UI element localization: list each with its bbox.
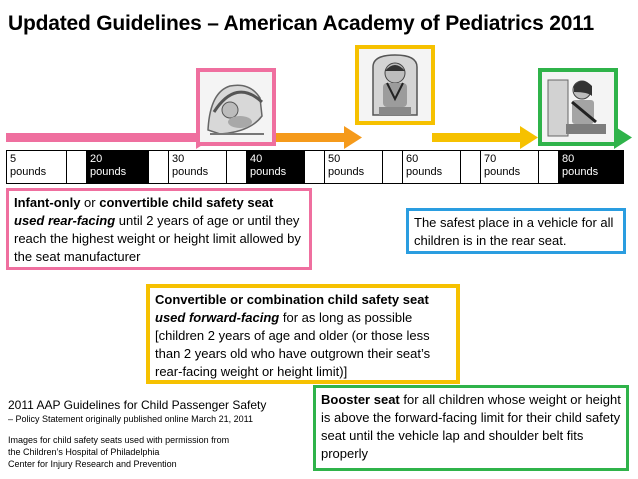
booster-seat-frame <box>538 68 618 146</box>
weight-unit: pounds <box>328 166 365 178</box>
weight-unit: pounds <box>172 166 209 178</box>
weight-spacer <box>227 151 247 183</box>
booster-description: for all children whose weight or height is above the forward-facing limit for their child safety seat until the vehicle lap and shoulder belt fits properly <box>321 392 621 461</box>
weight-cell-5 <box>7 151 67 183</box>
forward-facing-emphasis: used forward-facing <box>155 310 280 325</box>
weight-cell-70 <box>481 151 539 183</box>
rear-type: convertible child safety seat <box>99 195 274 210</box>
rear-description: until 2 years of age or until they reach the highest weight or height limit allowed by the seat manufacturer <box>14 213 301 264</box>
weight-unit: pounds <box>10 166 47 178</box>
credits <box>8 398 308 470</box>
booster-seat-box <box>313 385 629 471</box>
safest-place-box <box>406 208 626 254</box>
credits-policy: – Policy Statement originally published online March 21, 2011 <box>8 414 253 424</box>
forward-facing-box <box>146 284 460 384</box>
infant-seat-frame <box>196 68 276 146</box>
weight-value: 60 <box>406 153 419 165</box>
weight-unit: pounds <box>484 166 521 178</box>
weight-value: 70 <box>484 153 497 165</box>
weight-value: 40 <box>250 153 263 165</box>
weight-value: 30 <box>172 153 185 165</box>
pink-arrow-shaft <box>6 133 196 142</box>
weight-unit: pounds <box>406 166 443 178</box>
infant-seat-photo-icon <box>200 72 272 142</box>
orange-arrow-shaft <box>274 133 344 142</box>
page-title: Updated Guidelines – American Academy of Pediatrics 2011 <box>8 12 594 35</box>
credits-images-line2: the Children’s Hospital of Philadelphia <box>8 447 160 457</box>
weight-value: 80 <box>562 153 575 165</box>
weight-cell-50 <box>325 151 383 183</box>
weight-value: 50 <box>328 153 341 165</box>
yellow-arrow-shaft <box>432 133 520 142</box>
weight-spacer <box>149 151 169 183</box>
rear-facing-emphasis: used rear-facing <box>14 213 116 228</box>
convertible-seat-frame <box>355 45 435 125</box>
booster-type: Booster seat <box>321 392 400 407</box>
rear-or: or <box>80 195 100 210</box>
forward-type: Convertible or combination child safety seat <box>155 292 429 307</box>
weight-value: 20 <box>90 153 103 165</box>
weight-spacer <box>67 151 87 183</box>
safest-place-text: The safest place in a vehicle for all children is in the rear seat. <box>414 215 614 248</box>
weight-cell-60 <box>403 151 461 183</box>
weight-scale <box>6 150 624 184</box>
booster-seat-photo-icon <box>542 72 614 142</box>
weight-cell-20 <box>87 151 149 183</box>
weight-unit: pounds <box>90 166 127 178</box>
weight-spacer <box>305 151 325 183</box>
weight-value: 5 <box>10 153 17 165</box>
credits-heading: 2011 AAP Guidelines for Child Passenger Safety <box>8 398 267 412</box>
yellow-arrow-head <box>520 126 538 149</box>
rear-lead: Infant-only <box>14 195 81 210</box>
convertible-seat-photo-icon <box>359 49 431 121</box>
weight-unit: pounds <box>250 166 287 178</box>
weight-cell-40 <box>247 151 305 183</box>
weight-spacer <box>461 151 481 183</box>
credits-images-line3: Center for Injury Research and Prevention <box>8 459 177 469</box>
credits-images-line1: Images for child safety seats used with permission from <box>8 435 230 445</box>
weight-cell-80 <box>559 151 623 183</box>
rear-facing-box <box>6 188 312 270</box>
weight-spacer <box>539 151 559 183</box>
orange-arrow-head <box>344 126 362 149</box>
weight-unit: pounds <box>562 166 599 178</box>
weight-spacer <box>383 151 403 183</box>
weight-cell-30 <box>169 151 227 183</box>
forward-description: for as long as possible [children 2 years of age and older (or those less than 2 years old who have outgrown their seat’s rear-facing weight or height limit)] <box>155 310 431 379</box>
